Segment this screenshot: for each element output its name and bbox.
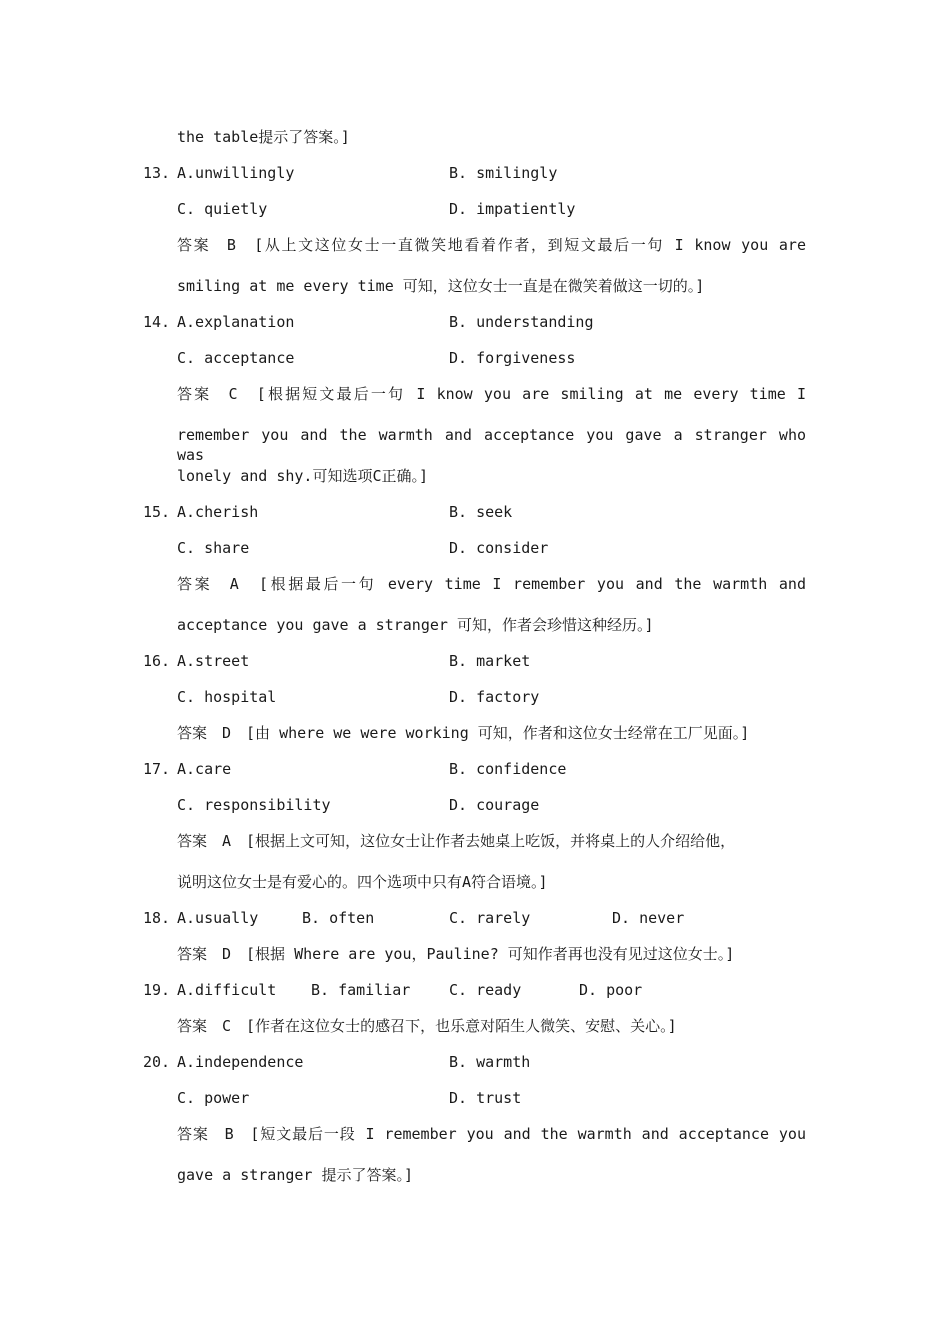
option-a: A.care (177, 760, 232, 778)
question-number: 20. (143, 1053, 171, 1071)
question-number: 15. (143, 503, 171, 521)
answer-explanation-cont: lonely and shy.可知选项C正确。] (177, 467, 429, 485)
option-d: D. impatiently (449, 200, 576, 218)
option-a: A.independence (177, 1053, 304, 1071)
option-d: D. forgiveness (449, 349, 576, 367)
option-c: C. rarely (449, 909, 531, 927)
question-number: 18. (143, 909, 171, 927)
answer-explanation: 答案 D [由 where we were working 可知，作者和这位女士经常在工厂见面。] (177, 724, 750, 742)
option-b: B. confidence (449, 760, 567, 778)
option-c: C. share (177, 539, 250, 557)
previous-answer-tail: the table提示了答案。] (177, 128, 350, 146)
answer-explanation: 答案 C [作者在这位女士的感召下，也乐意对陌生人微笑、安慰、关心。] (177, 1017, 677, 1035)
option-b: B. familiar (311, 981, 411, 999)
option-b: B. market (449, 652, 531, 670)
answer-explanation: 答案 B [从上文这位女士一直微笑地看着作者，到短文最后一句 I know you are (177, 236, 806, 254)
answer-explanation: 答案 D [根据 Where are you，Pauline? 可知作者再也没有见过这位女士。] (177, 945, 735, 963)
option-b: B. smilingly (449, 164, 558, 182)
answer-explanation-cont: acceptance you gave a stranger 可知，作者会珍惜这种经历。] (177, 616, 654, 634)
answer-explanation-cont: smiling at me every time 可知，这位女士一直是在微笑着做这一切的。] (177, 277, 705, 295)
answer-explanation: 答案 B [短文最后一段 I remember you and the warmth and acceptance you (177, 1125, 806, 1143)
answer-explanation: 答案 C [根据短文最后一句 I know you are smiling at me every time I (177, 385, 806, 403)
option-d: D. poor (579, 981, 643, 999)
option-d: D. never (612, 909, 685, 927)
option-a: A.street (177, 652, 250, 670)
option-b: B. often (302, 909, 375, 927)
question-number: 17. (143, 760, 171, 778)
question-number: 14. (143, 313, 171, 331)
option-d: D. consider (449, 539, 549, 557)
answer-explanation-cont: remember you and the warmth and acceptance you gave a stranger who was (177, 426, 806, 464)
question-number: 13. (143, 164, 171, 182)
option-c: C. ready (449, 981, 522, 999)
option-c: C. responsibility (177, 796, 331, 814)
option-a: A.usually (177, 909, 259, 927)
option-c: C. hospital (177, 688, 277, 706)
option-a: A.unwillingly (177, 164, 295, 182)
answer-explanation-cont: gave a stranger 提示了答案。] (177, 1166, 414, 1184)
option-c: C. quietly (177, 200, 268, 218)
option-b: B. seek (449, 503, 513, 521)
question-number: 19. (143, 981, 171, 999)
option-a: A.explanation (177, 313, 295, 331)
option-d: D. factory (449, 688, 540, 706)
answer-explanation: 答案 A [根据上文可知，这位女士让作者去她桌上吃饭，并将桌上的人介绍给他， (177, 832, 736, 850)
option-a: A.difficult (177, 981, 277, 999)
option-b: B. understanding (449, 313, 594, 331)
question-number: 16. (143, 652, 171, 670)
option-c: C. acceptance (177, 349, 295, 367)
option-d: D. courage (449, 796, 540, 814)
option-a: A.cherish (177, 503, 259, 521)
answer-explanation-cont: 说明这位女士是有爱心的。四个选项中只有A符合语境。] (177, 873, 548, 891)
answer-explanation: 答案 A [根据最后一句 every time I remember you and the warmth and (177, 575, 806, 593)
option-d: D. trust (449, 1089, 522, 1107)
option-c: C. power (177, 1089, 250, 1107)
option-b: B. warmth (449, 1053, 531, 1071)
